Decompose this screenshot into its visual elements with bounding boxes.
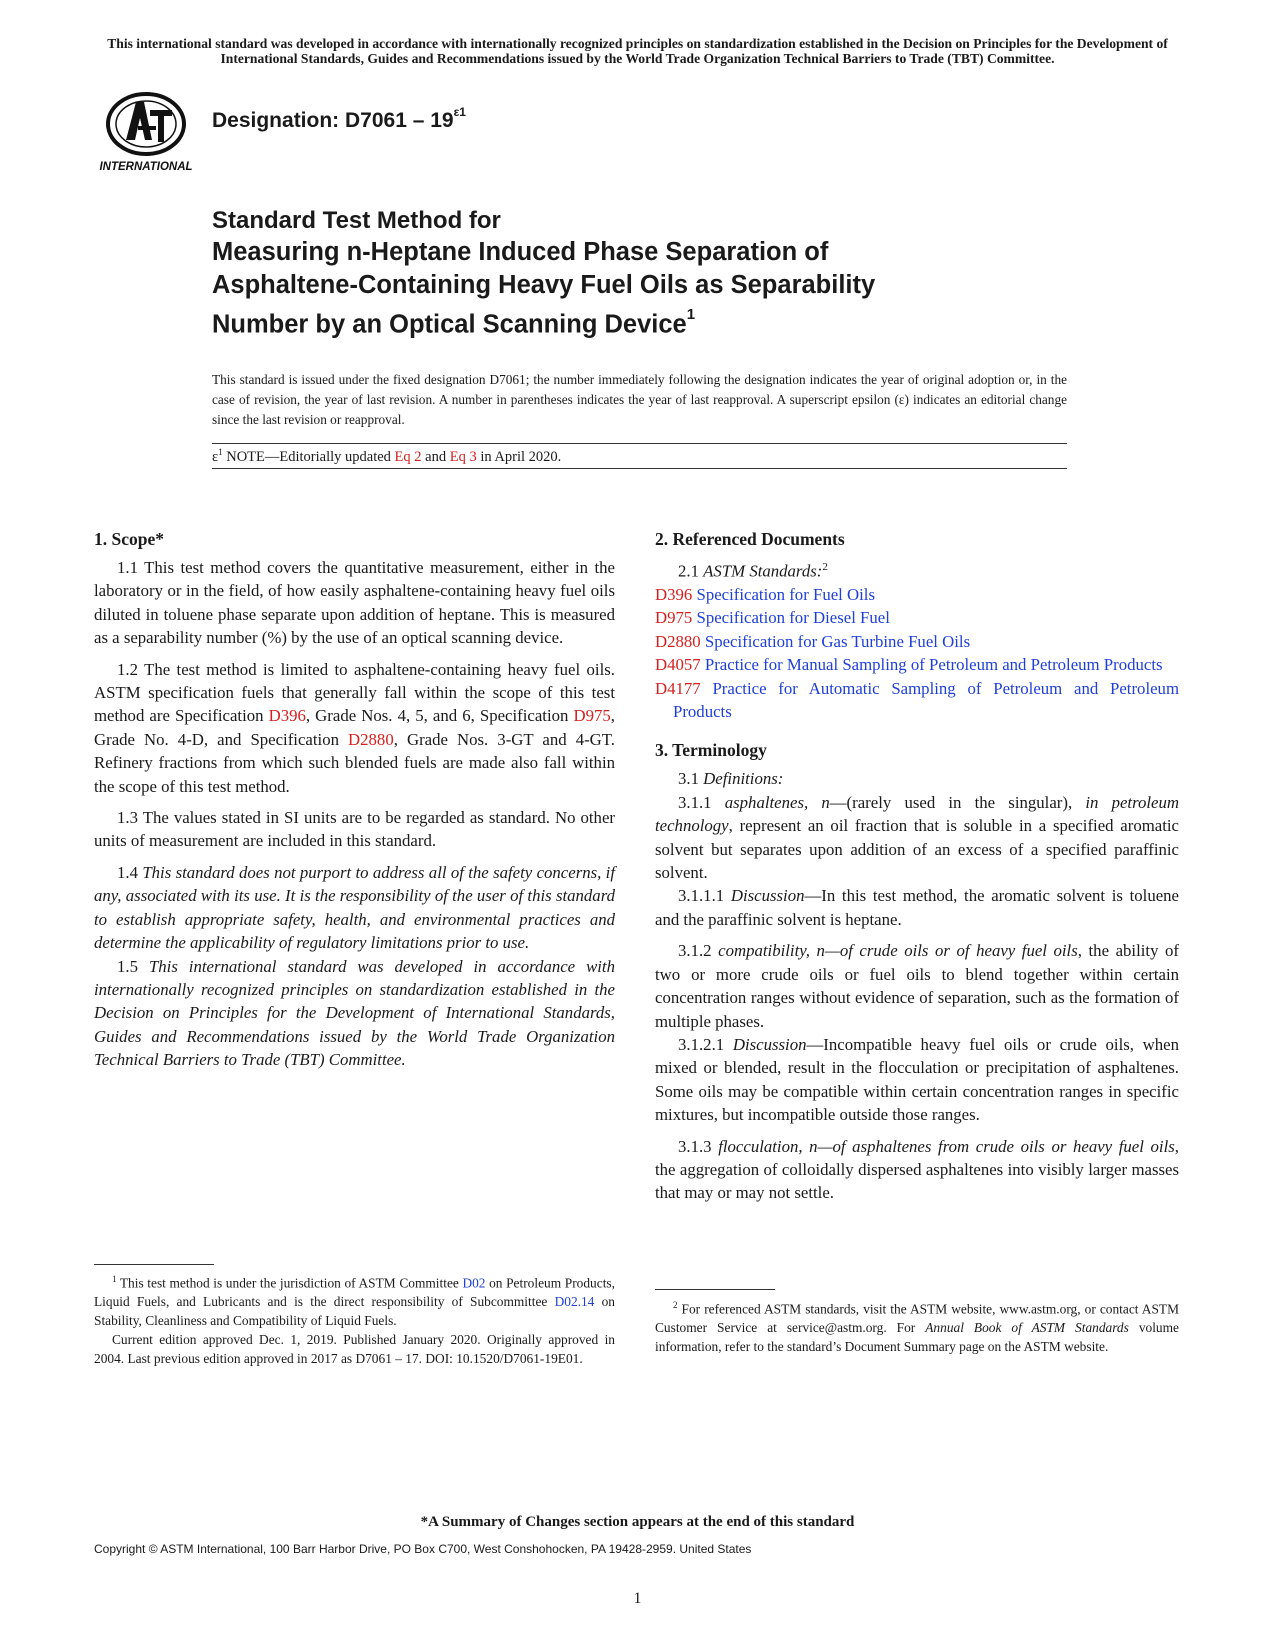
paragraph-2-1 [655,556,1179,583]
title-footnote-ref[interactable]: 1 [686,306,696,323]
paragraph-text: , the ability of two or more crude oils or fuel oils to blend together within certain concentration ranges without evidence of separation, such as the formation of multiple phases. [655,941,1179,1031]
paragraph-text: This international standard was developed in accordance with internationally recognized principles on standardization established in the Decision on Principles for the Development of International Standards, Guides and Recommendations issued by the World Trade Organization Technical Barriers to Trade (TBT) Committee. [94,956,615,1070]
reference-title[interactable]: Specification for Gas Turbine Fuel Oils [700,631,971,651]
paragraph-text: —In this test method, the aromatic solvent is toluene and the paraffinic solvent is heptane. [655,886,1179,929]
d396-link[interactable]: D396 [268,706,306,726]
defined-term: compatibility, n—of crude oils or of heavy fuel oils [718,941,1078,961]
paragraph-3-1-3 [655,1135,1179,1205]
reference-code[interactable]: D2880 [655,631,701,651]
designation-label: Designation: D7061 – 19 [212,109,454,132]
epsilon-prefix: ε [212,448,219,465]
title-line-3: Asphaltene-Containing Heavy Fuel Oils as Separability [212,271,876,299]
footnote-1 [94,1270,615,1368]
reference-code[interactable]: D396 [655,585,693,604]
paragraph-number: 1.4 [117,862,143,882]
reference-code[interactable]: D975 [655,608,693,628]
d02-14-link[interactable]: D02.14 [554,1294,595,1310]
editorial-text: NOTE—Editorially updated [222,448,395,465]
footnote-divider [655,1289,775,1290]
paragraph-1-5 [94,955,615,1072]
paragraph-text: This standard does not purport to address all of the safety concerns, if any, associated with its use. It is the responsibility of the user of this standard to establish appropriate safety, health, and environmental practices and determine the applicability of regulatory limitations prior to use. [94,862,616,953]
page-number: 1 [633,1590,642,1607]
paragraph-text: —Incompatible heavy fuel oils or crude oils, when mixed or blended, result in the flocculation or precipitation of asphaltenes. Some oils may be compatible within certain concentration ranges in specific mixtures, but incompatible outside those ranges. [655,1034,1179,1125]
footnote-paragraph [655,1296,1179,1356]
paragraph-number: 3.1.1 [678,792,725,812]
discussion-label: Discussion [732,1034,807,1054]
document-title [212,206,1112,342]
paragraph-number: 3.1 [678,769,704,789]
footnote-divider [94,1264,214,1265]
reference-title[interactable]: Specification for Fuel Oils [692,585,875,604]
footnote-marker: 1 [112,1274,117,1284]
reference-code[interactable]: D4057 [655,655,701,675]
title-line-4: Number by an Optical Scanning Device [212,310,687,339]
reference-title[interactable]: Specification for Diesel Fuel [692,608,890,628]
paragraph-number: 3.1.3 [678,1136,719,1156]
title-line-1: Standard Test Method for [212,207,501,234]
section-heading-terminology: 3. Terminology [655,740,767,761]
summary-of-changes-note: *A Summary of Changes section appears at the end of this standard [420,1514,855,1530]
editorial-text: and [421,448,450,465]
paragraph-3-1-2-1 [655,1033,1179,1127]
footnote-paragraph [94,1270,615,1330]
reference-title[interactable]: Practice for Automatic Sampling of Petroleum and Petroleum Products [673,678,1179,722]
paragraph-1-3: 1.3 The values stated in SI units are to be regarded as standard. No other units of measurement are included in this standard. [94,808,615,851]
section-heading-scope: 1. Scope* [94,529,164,549]
footnote-text: This test method is under the jurisdiction of ASTM Committee [116,1275,463,1291]
issue-note: This standard is issued under the fixed designation D7061; the number immediately following the designation indicates the year of original adoption or, in the case of revision, the year of last revision. A number in parentheses indicates the year of last reapproval. A superscript epsilon (ε) indicates an editorial change since the last revision or reapproval. [212,372,1067,427]
editorial-text: in April 2020. [476,448,562,465]
paragraph-number: 1.5 [117,956,149,976]
footnote-text: For referenced ASTM standards, visit the ASTM website, www.astm.org, or contact ASTM Customer Service at service@astm.org. For [655,1301,1179,1336]
paragraph-text: ASTM Standards: [703,561,823,581]
paragraph-3-1-2 [655,939,1179,1033]
reference-item[interactable] [655,677,1179,724]
footnote-text: on Petroleum Products, Liquid Fuels, and Lubricants and is the direct responsibility of Subcommittee [94,1275,615,1310]
paragraph-text: , the aggregation of colloidally dispersed asphaltenes into visibly larger masses that may or may not settle. [655,1136,1179,1203]
logo-text: INTERNATIONAL [99,161,193,173]
paragraph-1-2 [94,658,615,798]
footnote-marker: 2 [673,1300,678,1310]
divider [212,468,1067,469]
reference-item[interactable] [655,653,1179,676]
reference-item[interactable] [655,583,1179,606]
paragraph-text: —(rarely used in the singular), [829,792,1086,812]
reference-item[interactable] [655,606,1179,629]
d2880-link[interactable]: D2880 [348,729,394,749]
left-column [94,528,615,1072]
paragraph-3-1-1-1 [655,884,1179,931]
epsilon-sup: 1 [218,447,223,457]
reference-title[interactable]: Practice for Manual Sampling of Petroleum and Petroleum Products [700,655,1163,675]
paragraph-number: 3.1.2.1 [678,1034,733,1054]
paragraph-text: 1.2 The test method is limited to asphaltene-containing heavy fuel oils. ASTM specification fuels that generally fall within the scope of this test method are Specification [94,659,615,726]
copyright: Copyright © ASTM International, 100 Barr Harbor Drive, PO Box C700, West Conshohocken, PA 19428-2959. United States [94,1542,752,1556]
section-heading-referenced-documents: 2. Referenced Documents [655,529,845,549]
defined-term: asphaltenes, n [724,792,830,812]
footnote-text: Annual Book of ASTM Standards [925,1320,1129,1336]
paragraph-text: , Grade Nos. 4, 5, and 6, Specification [305,706,574,726]
paragraph-1-4 [94,861,615,955]
astm-logo [92,88,202,178]
footnote-text: on Stability, Cleanliness and Compatibility of Liquid Fuels. [94,1294,615,1329]
paragraph-text: Definitions: [703,769,784,789]
paragraph-number: 2.1 [678,561,704,581]
editorial-note [212,447,561,466]
title-line-2: Measuring n-Heptane Induced Phase Separation of [212,238,829,266]
designation [212,105,466,133]
defined-term: flocculation, n—of asphaltenes from crude oils or heavy fuel oils [718,1136,1175,1156]
footnote-paragraph: Current edition approved Dec. 1, 2019. Published January 2020. Originally approved in 2004. Last previous edition approved in 2017 as D7061 – 17. DOI: 10.1520/D7061-19E01. [94,1332,615,1367]
footnote-ref[interactable]: 2 [822,561,828,573]
eq3-link[interactable]: Eq 3 [449,448,477,465]
footnote-text: volume information, refer to the standard’s Document Summary page on the ASTM website. [655,1320,1179,1355]
paragraph-3-1 [655,767,1179,790]
paragraph-text: , Grade Nos. 3-GT and 4-GT. Refinery fractions from which such blended fuels are made also fall within the scope of this test method. [94,729,615,796]
paragraph-text: , Grade No. 4-D, and Specification [94,706,615,749]
reference-item[interactable] [655,630,1179,653]
eq2-link[interactable]: Eq 2 [394,448,422,465]
right-column [655,528,1179,1205]
divider [212,443,1067,444]
footnote-2 [655,1296,1179,1356]
paragraph-number: 3.1.2 [678,941,719,961]
standardization-notice: This international standard was developed in accordance with internationally recognized principles on standardization established in the Decision on Principles for the Development of International Standards, Guides and Recommendations issued by the World Trade Organization Technical Barriers to Trade (TBT) Committee. [107,36,1168,66]
paragraph-3-1-1 [655,791,1179,885]
designation-epsilon: ε1 [453,105,466,119]
paragraph-text: , represent an oil fraction that is soluble in a specified aromatic solvent but separates upon addition of an excess of a specified paraffinic solvent. [655,816,1179,883]
paragraph-number: 3.1.1.1 [678,886,731,906]
paragraph-text: in petroleum technology [655,792,1179,836]
paragraph-1-1: 1.1 This test method covers the quantitative measurement, either in the laboratory or in the field, of how easily asphaltene-containing heavy fuel oils diluted in toluene phase separate upon addition of heptane. This is measured as a separability number (%) by the use of an optical scanning device. [94,558,615,648]
d02-link[interactable]: D02 [462,1275,486,1291]
d975-link[interactable]: D975 [573,706,611,726]
reference-code[interactable]: D4177 [655,678,701,698]
discussion-label: Discussion [730,886,805,906]
